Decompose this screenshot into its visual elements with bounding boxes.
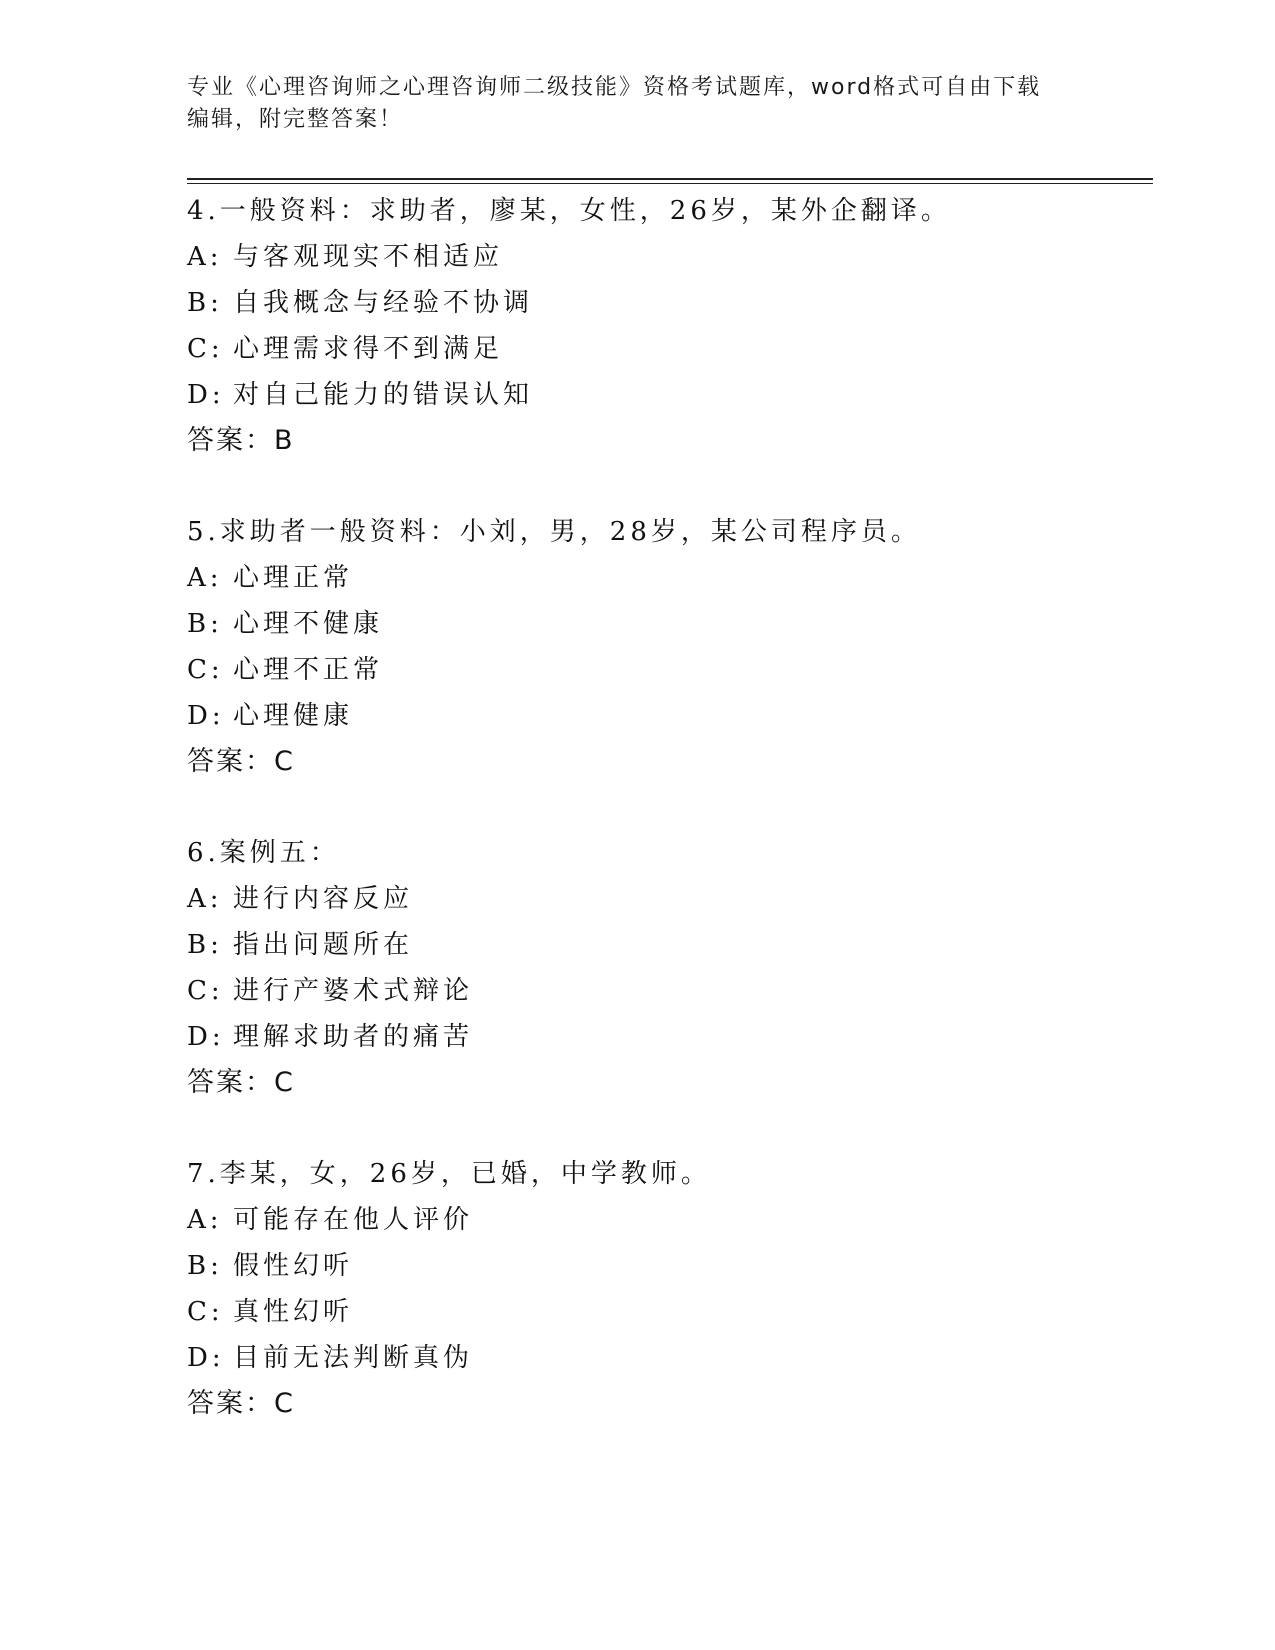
answer-line: 答案：C: [187, 746, 295, 777]
document-header: [187, 72, 1087, 136]
header-divider-thin: [187, 183, 1153, 184]
option-a: [187, 876, 1147, 922]
option-letter: D:: [187, 701, 225, 731]
header-divider-thick: [187, 178, 1153, 180]
answer-line: 答案：C: [187, 1067, 295, 1098]
question-5: [187, 509, 1147, 785]
option-letter: C:: [187, 334, 224, 364]
option-text: 心理不健康: [233, 609, 384, 639]
option-c: [187, 647, 1147, 693]
answer-line: 答案：B: [187, 425, 295, 456]
option-b: [187, 1243, 1147, 1289]
option-text: 进行产婆术式辩论: [233, 976, 474, 1006]
option-letter: A:: [187, 242, 223, 272]
option-text: 对自己能力的错误认知: [233, 380, 534, 410]
option-text: 进行内容反应: [233, 884, 414, 914]
option-b: [187, 601, 1147, 647]
question-6: [187, 830, 1147, 1106]
option-letter: D:: [187, 380, 225, 410]
option-c: [187, 968, 1147, 1014]
option-d: [187, 1335, 1147, 1381]
option-a: [187, 234, 1147, 280]
option-letter: C:: [187, 976, 224, 1006]
option-letter: A:: [187, 563, 223, 593]
option-letter: B:: [187, 609, 223, 639]
option-text: 理解求助者的痛苦: [233, 1022, 474, 1052]
question-stem: 5.求助者一般资料：小刘，男，28岁，某公司程序员。: [187, 517, 921, 547]
answer-line: 答案：C: [187, 1388, 295, 1419]
option-text: 可能存在他人评价: [233, 1205, 474, 1235]
option-text: 心理健康: [233, 701, 354, 731]
option-text: 指出问题所在: [233, 930, 414, 960]
option-letter: A:: [187, 884, 223, 914]
option-d: [187, 1014, 1147, 1060]
option-letter: B:: [187, 288, 223, 318]
question-stem: 7.李某，女，26岁，已婚，中学教师。: [187, 1159, 711, 1189]
option-a: [187, 555, 1147, 601]
option-text: 心理不正常: [233, 655, 384, 685]
option-text: 目前无法判断真伪: [233, 1343, 474, 1373]
option-text: 与客观现实不相适应: [233, 242, 504, 272]
option-text: 自我概念与经验不协调: [233, 288, 534, 318]
option-letter: C:: [187, 655, 224, 685]
option-d: [187, 693, 1147, 739]
option-d: [187, 372, 1147, 418]
option-c: [187, 1289, 1147, 1335]
header-title-line-1: 专业《心理咨询师之心理咨询师二级技能》资格考试题库，word格式可自由下载: [187, 75, 1042, 100]
question-7: [187, 1151, 1147, 1427]
option-letter: A:: [187, 1205, 223, 1235]
option-letter: D:: [187, 1022, 225, 1052]
option-letter: B:: [187, 930, 223, 960]
option-letter: D:: [187, 1343, 225, 1373]
option-a: [187, 1197, 1147, 1243]
option-text: 真性幻听: [233, 1297, 354, 1327]
option-letter: C:: [187, 1297, 224, 1327]
question-stem: 6.案例五：: [187, 838, 340, 868]
question-stem: 4.一般资料：求助者，廖某，女性，26岁，某外企翻译。: [187, 196, 951, 226]
option-text: 心理需求得不到满足: [233, 334, 504, 364]
option-letter: B:: [187, 1251, 223, 1281]
option-b: [187, 922, 1147, 968]
option-b: [187, 280, 1147, 326]
option-c: [187, 326, 1147, 372]
header-title-line-2: 编辑，附完整答案！: [187, 107, 404, 132]
question-list: [187, 188, 1147, 1472]
option-text: 假性幻听: [233, 1251, 354, 1281]
question-4: [187, 188, 1147, 464]
option-text: 心理正常: [233, 563, 354, 593]
